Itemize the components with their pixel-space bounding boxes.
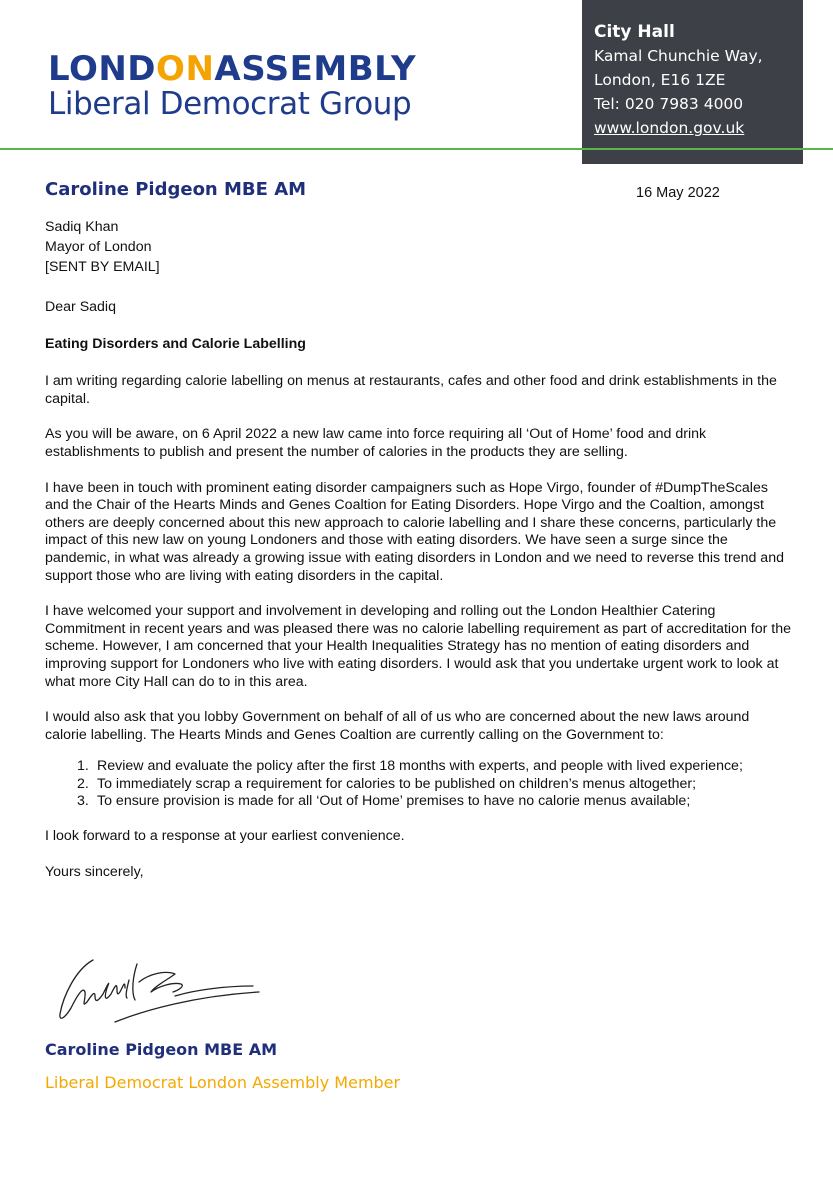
list-text: Review and evaluate the policy after the first 18 months with experts, and people with lived experience; (97, 758, 743, 775)
logo-on: ON (156, 49, 215, 89)
address-title: City Hall (594, 22, 675, 42)
logo-lond: LOND (48, 49, 157, 89)
address-website-link[interactable]: www.london.gov.uk (594, 119, 745, 137)
paragraph: As you will be aware, on 6 April 2022 a new law came into force requiring all ‘Out of Home’ food and drink establishments to publish and present the number of calories in the products they are selling. (45, 426, 707, 460)
logo-assembly: ASSEMBLY (214, 49, 417, 89)
list-text: To immediately scrap a requirement for calories to be published on children’s menus altogether; (97, 775, 697, 792)
logo-wordmark (48, 49, 417, 89)
list-item (45, 758, 795, 776)
salutation: Dear Sadiq (45, 299, 116, 315)
letter-subject: Eating Disorders and Calorie Labelling (45, 335, 306, 352)
recipient-delivery: [SENT BY EMAIL] (45, 259, 160, 275)
list-number: 3. (77, 793, 89, 810)
demands-list (45, 758, 795, 811)
address-street: Kamal Chunchie Way, (594, 47, 763, 65)
list-item (45, 776, 795, 794)
signature-role: Liberal Democrat London Assembly Member (45, 1073, 401, 1092)
list-number: 2. (77, 775, 89, 792)
recipient-name: Sadiq Khan (45, 219, 119, 235)
letter-body (45, 217, 795, 899)
paragraph: I am writing regarding calorie labelling on menus at restaurants, cafes and other food and drink establishments in the capital. (45, 373, 777, 407)
signoff: Yours sincerely, (45, 863, 144, 880)
recipient-block (45, 217, 795, 277)
paragraph: I would also ask that you lobby Government on behalf of all of us who are concerned about the new laws around calorie labelling. The Hearts Minds and Genes Coaltion are currently calling on the Government to: (45, 709, 750, 743)
paragraph: I have welcomed your support and involvement in developing and rolling out the London Healthier Catering Commitment in recent years and was pleased there was no calorie labelling requirement as part of accreditation for the scheme. However, I am concerned that your Health Inequalities Strategy has no mention of eating disorders and improving support for Londoners who live with eating disorders. I would ask that you undertake urgent work to look at what more City Hall can do to in this area. (45, 603, 792, 690)
list-number: 1. (77, 758, 89, 775)
sender-name: Caroline Pidgeon MBE AM (45, 179, 307, 200)
logo-group-name: Liberal Democrat Group (48, 86, 412, 122)
list-item (45, 793, 795, 811)
address-box (582, 0, 803, 164)
recipient-title: Mayor of London (45, 239, 152, 255)
header-divider (0, 148, 833, 150)
paragraph: I have been in touch with prominent eating disorder campaigners such as Hope Virgo, founder of #DumpTheScales and the Chair of the Hearts Minds and Genes Coaltion for Eating Disorders. Hope Virgo and the Coaltion, amongst others are deeply concerned about this new approach to calorie labelling and I share these concerns, particularly the impact of this new law on young Londoners and those with eating disorders. We have seen a surge since the pandemic, in what was already a growing issue with eating disorders in London and we need to reverse this trend and support those who are living with eating disorders in the capital. (45, 479, 784, 584)
london-assembly-logo (48, 49, 417, 122)
address-city: London, E16 1ZE (594, 71, 726, 89)
list-text: To ensure provision is made for all ‘Out of Home’ premises to have no calorie menus available; (97, 793, 691, 810)
closing-paragraph: I look forward to a response at your earliest convenience. (45, 828, 405, 845)
letter-date: 16 May 2022 (636, 185, 720, 201)
address-tel: Tel: 020 7983 4000 (594, 95, 744, 113)
signature-name: Caroline Pidgeon MBE AM (45, 1040, 278, 1059)
handwritten-signature (55, 952, 265, 1027)
